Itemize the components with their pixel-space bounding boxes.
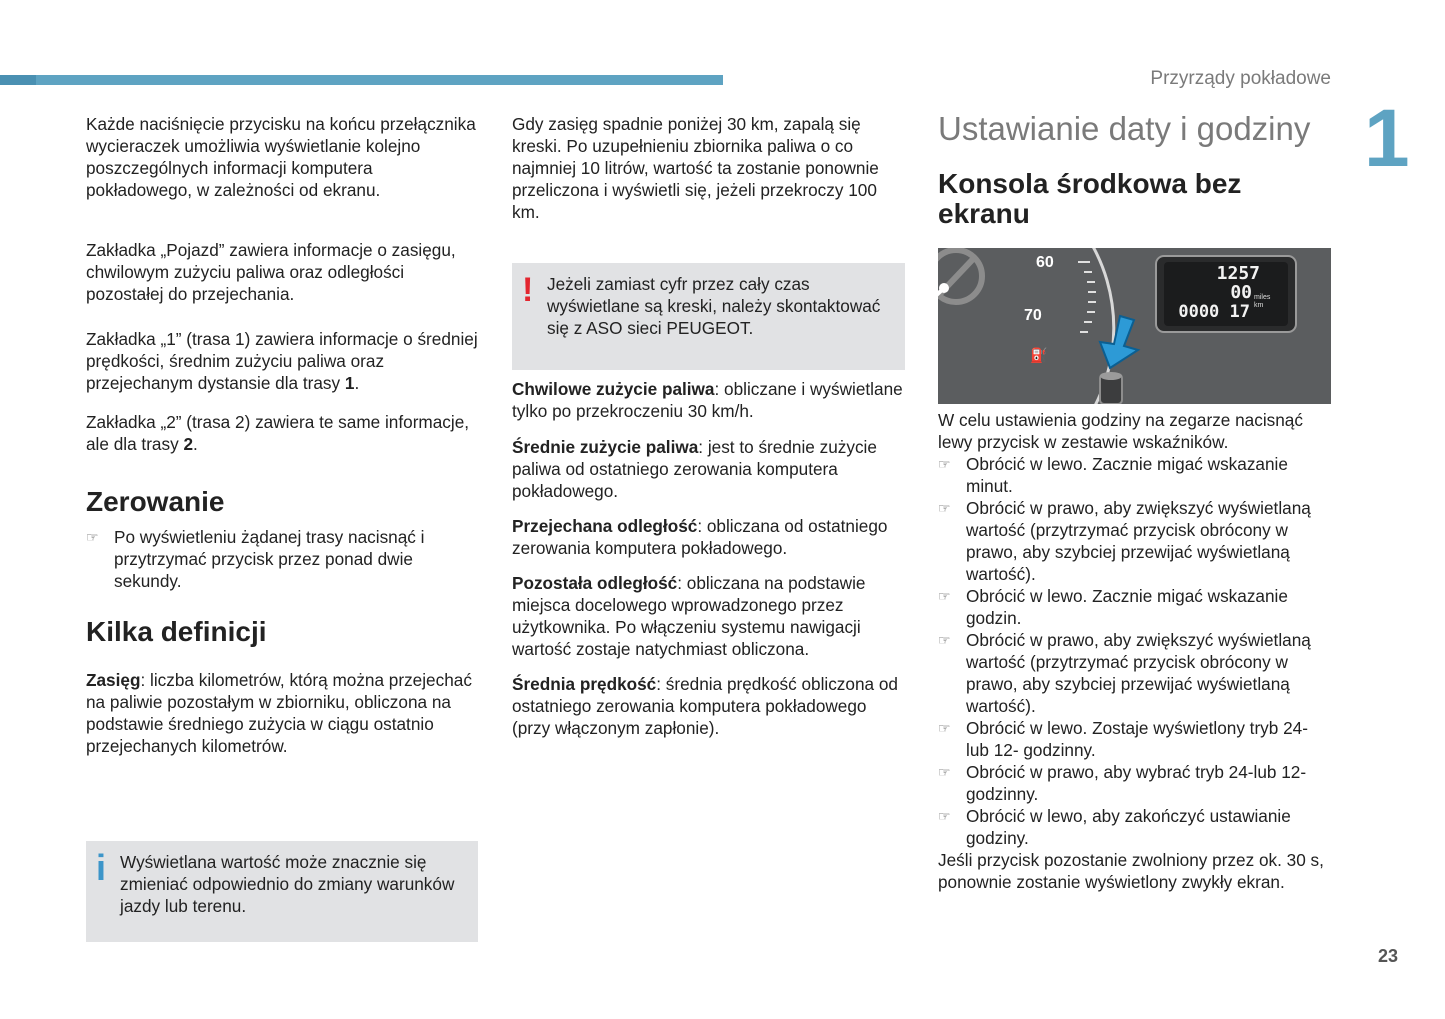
header-accent-bar [0,75,723,85]
list-item: ☞ Obrócić w lewo, aby zakończyć ustawianie godziny. [938,806,1291,848]
speed-label-60: 60 [1036,254,1054,271]
warning-note [512,263,905,370]
list-item: ☞ Obrócić w lewo. Zacznie migać wskazanie minut. [938,454,1288,496]
speed-label-70: 70 [1024,307,1042,324]
list-item: ☞ Obrócić w lewo. Zostaje wyświetlony tryb 24- lub 12- godzinny. [938,718,1308,760]
heading-zerowanie: Zerowanie [86,486,225,517]
chapter-number: 1 [1364,93,1410,184]
display-time: 1257 [1216,263,1260,284]
info-note-text: Wyświetlana wartość może znacznie się zmieniać odpowiednio do zmiany warunków jazdy lub terenu. [120,852,455,916]
pointing-hand-icon: ☞ [938,456,951,472]
page-title: Ustawianie daty i godziny [938,110,1311,147]
subtitle-console: Konsola środkowa bez ekranu [938,168,1242,229]
clock-steps [938,453,1333,849]
paragraph-trip1-tab: Zakładka „1” (trasa 1) zawiera informacje o średniej prędkości, średnim zużyciu paliwa oraz przejechanym dystansie dla trasy 1. [86,329,478,393]
pointing-hand-icon: ☞ [938,588,951,604]
column-middle [512,113,905,223]
pointing-hand-icon: ☞ [938,764,951,780]
definition-srednie: Średnie zużycie paliwa: jest to średnie zużycie paliwa od ostatniego zerowania komputera pokładowego. [512,437,877,501]
clock-outro: Jeśli przycisk pozostanie zwolniony przez ok. 30 s, ponownie zostanie wyświetlony zwykły ekran. [938,850,1324,892]
display-unit-km: km [1254,302,1264,309]
display-odometer: 0000 17 [1178,302,1250,322]
section-title: Przyrządy pokładowe [1150,68,1331,89]
header-accent-bar-start [0,75,36,85]
info-note [86,841,478,942]
instrument-cluster-svg [938,248,1331,404]
definition-przejechana: Przejechana odległość: obliczana od ostatniego zerowania komputera pokładowego. [512,516,888,558]
pointing-hand-icon: ☞ [938,808,951,824]
zerowanie-list [86,526,481,592]
display-unit-miles: miles [1254,294,1271,301]
paragraph-intro: Każde naciśnięcie przycisku na końcu przełącznika wycieraczek umożliwia wyświetlanie kolejno poszczególnych informacji komputera pokładowego, w zależności od ekranu. [86,114,476,200]
definition-pozostala: Pozostała odległość: obliczana na podstawie miejsca docelowego wprowadzonego przez użytkownika. Po włączeniu systemu nawigacji wartość zostaje natychmiast obliczona. [512,573,866,659]
exclamation-icon: ! [522,271,534,309]
list-item: ☞ Obrócić w prawo, aby zwiększyć wyświetlaną wartość (przytrzymać przycisk obrócony w prawo, aby szybciej przewijać wyświetlaną wartość). [938,630,1311,716]
paragraph-vehicle-tab: Zakładka „Pojazd” zawiera informacje o zasięgu, chwilowym zużyciu paliwa oraz odległości pozostałej do przejechania. [86,240,456,304]
list-item: ☞ Obrócić w prawo, aby wybrać tryb 24-lub 12-godzinny. [938,762,1307,804]
instrument-cluster-illustration [938,248,1331,404]
info-icon: i [96,847,107,888]
pointing-hand-icon: ☞ [938,500,951,516]
page-number: 23 [1378,946,1399,966]
oil-lamp-icon: ⛽ [1030,348,1048,364]
warning-note-text: Jeżeli zamiast cyfr przez cały czas wyświetlane są kreski, należy skontaktować się z ASO sieci PEUGEOT. [547,274,881,338]
column-left [86,113,481,757]
list-item: ☞ Obrócić w lewo. Zacznie migać wskazanie godzin. [938,586,1288,628]
definition-zasieg: Zasięg: liczba kilometrów, którą można przejechać na paliwie pozostałym w zbiorniku, obliczona na podstawie średniego zużycia w ciągu ostatnio przejechanych kilometrów. [86,670,472,756]
list-item: ☞ Po wyświetleniu żądanej trasy nacisnąć i przytrzymać przycisk przez ponad dwie sekundy. [86,527,425,591]
paragraph-trip2-tab: Zakładka „2” (trasa 2) zawiera te same informacje, ale dla trasy 2. [86,412,470,454]
clock-instructions [938,409,1333,893]
display-trip: 00 [1230,282,1252,303]
pointing-hand-icon: ☞ [938,720,951,736]
list-item: ☞ Obrócić w prawo, aby zwiększyć wyświetlaną wartość (przytrzymać przycisk obrócony w prawo, aby szybciej przewijać wyświetlaną wartość). [938,498,1311,584]
pointing-hand-icon: ☞ [86,529,99,545]
heading-definicje: Kilka definicji [86,616,267,647]
definition-srednia-predkosc: Średnia prędkość: średnia prędkość obliczona od ostatniego zerowania komputera pokładowego (przy włączonym zapłonie). [512,674,898,738]
definition-chwilowe: Chwilowe zużycie paliwa: obliczane i wyświetlane tylko po przekroczeniu 30 km/h. [512,379,903,421]
clock-intro: W celu ustawienia godziny na zegarze nacisnąć lewy przycisk w zestawie wskaźników. [938,410,1303,452]
paragraph-range: Gdy zasięg spadnie poniżej 30 km, zapalą się kreski. Po uzupełnieniu zbiornika paliwa o co najmniej 10 litrów, wartość ta zostanie ponownie przeliczona i wyświetli się, jeżeli przekroczy 100 km. [512,114,879,222]
definitions-list [512,378,905,739]
pointing-hand-icon: ☞ [938,632,951,648]
